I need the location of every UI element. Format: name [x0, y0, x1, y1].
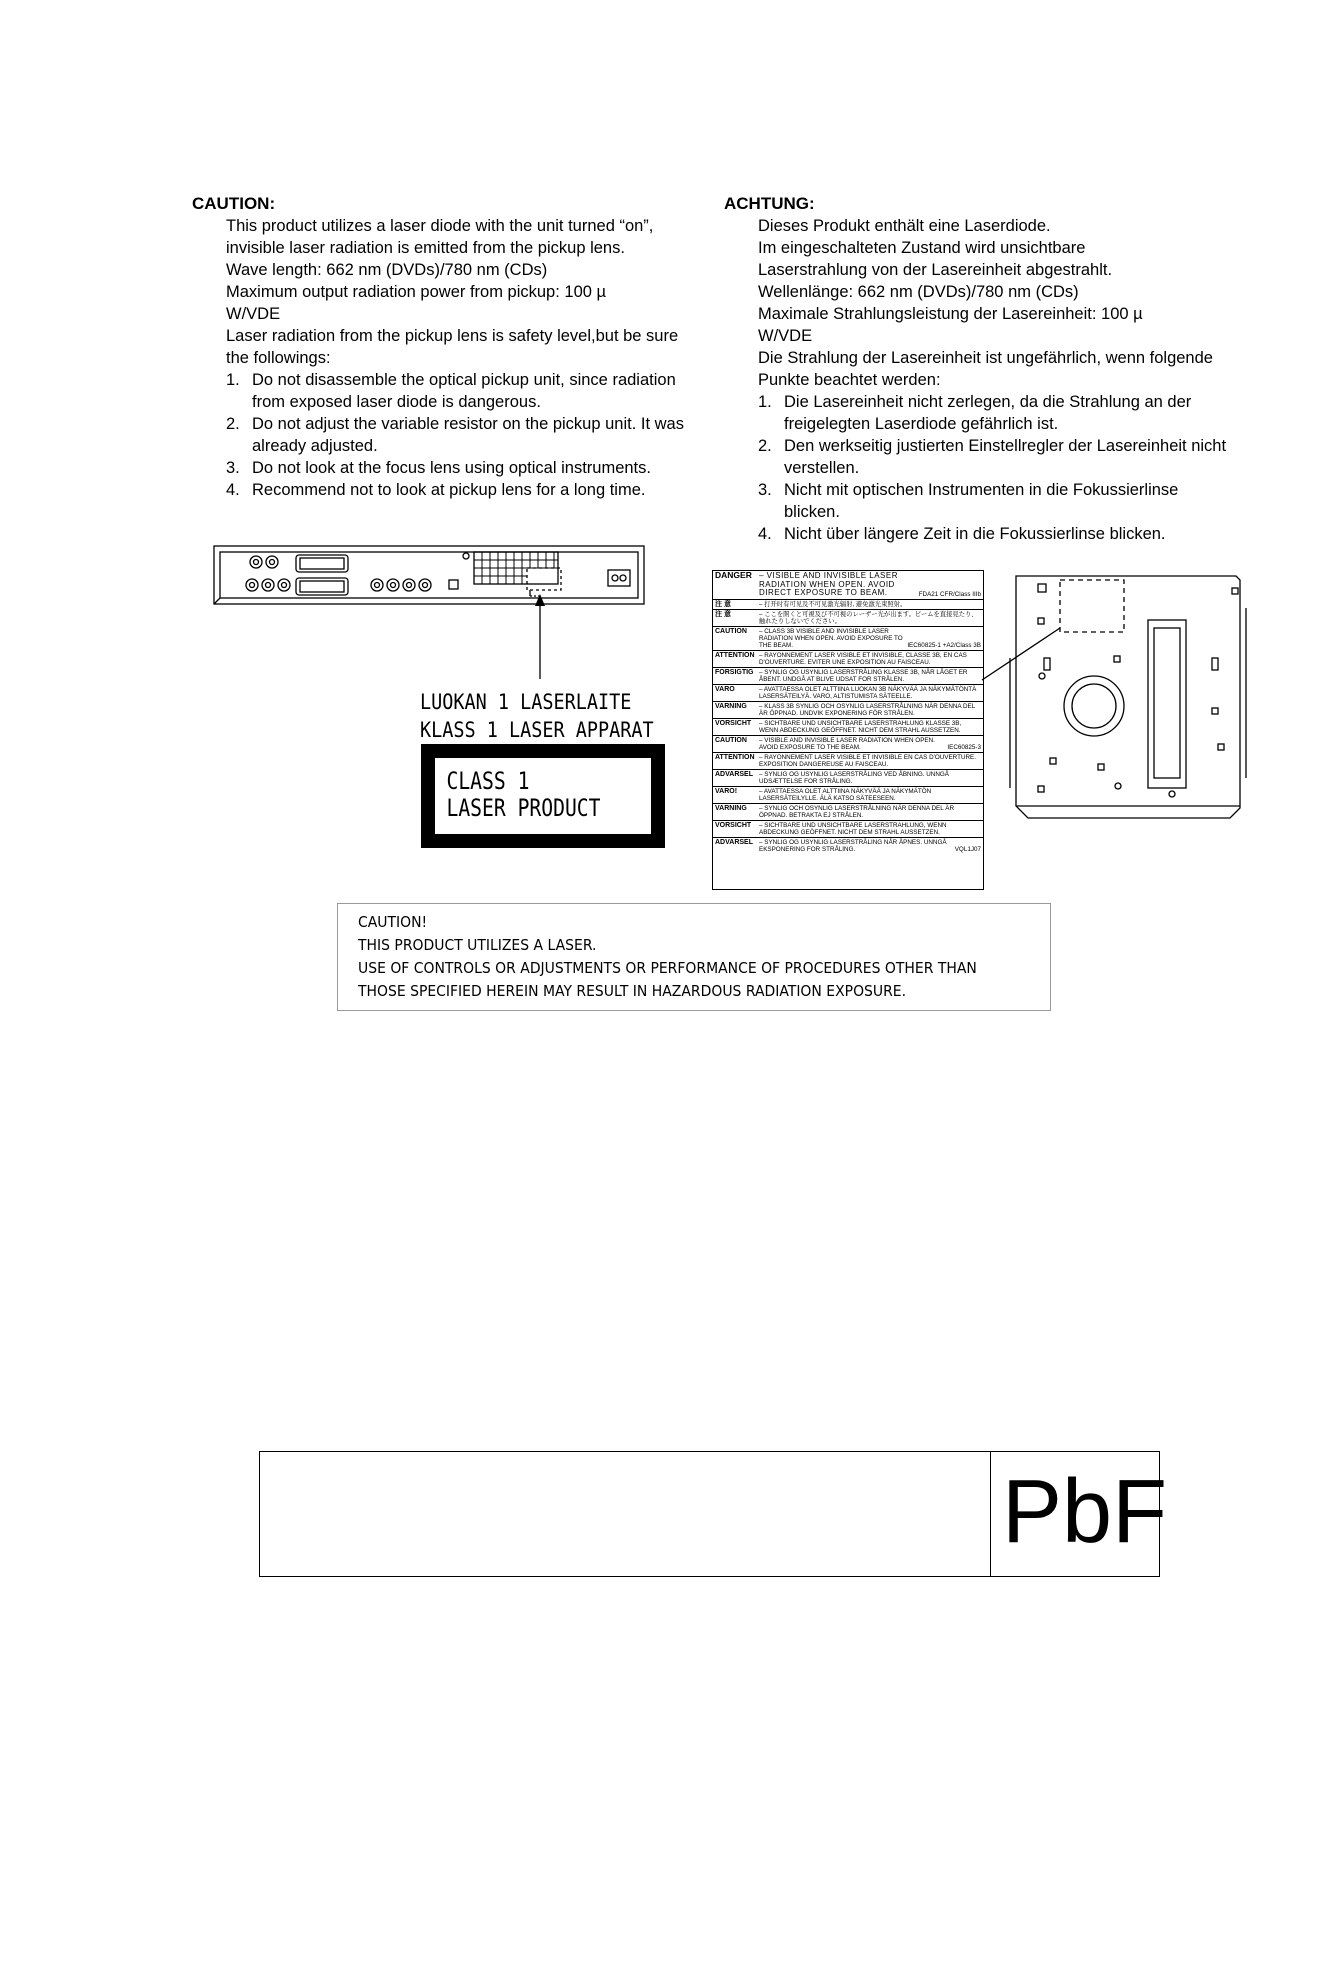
caution-notice-title: CAUTION! [358, 913, 428, 931]
list-item: 3. Nicht mit optischen Instrumenten in die Fokussierlinse blicken. [758, 481, 1179, 521]
achtung-intro-2: Im eingeschalteten Zustand wird unsichtbare Laserstrahlung von der Lasereinheit abgestrahlt. [758, 239, 1113, 279]
laser-class-text [420, 688, 654, 744]
danger-label-row [713, 804, 983, 821]
pointer-arrow-icon [535, 594, 545, 606]
danger-label-key: CAUTION [715, 627, 747, 635]
caution-list [192, 369, 688, 501]
danger-label-key: VARO [715, 685, 735, 693]
danger-label-key: CAUTION [715, 736, 747, 744]
danger-label-code: IEC60825-1 +A2/Class 3B [907, 641, 981, 649]
achtung-list [724, 391, 1234, 545]
danger-label-key: 注 意 [715, 600, 731, 608]
achtung-intro-1: Dieses Produkt enthält eine Laserdiode. [758, 217, 1051, 235]
danger-label-row [713, 753, 983, 770]
caution-wavelength: Wave length: 662 nm (DVDs)/780 nm (CDs) [226, 261, 548, 279]
danger-label-text: – VISIBLE AND INVISIBLE LASER RADIATION WHEN OPEN. AVOID EXPOSURE TO THE BEAM. [759, 736, 935, 751]
danger-label-text: – CLASS 3B VISIBLE AND INVISIBLE LASER RADIATION WHEN OPEN. AVOID EXPOSURE TO THE BEAM. [759, 627, 903, 649]
list-item: 1. Do not disassemble the optical pickup unit, since radiation from exposed laser diode is dangerous. [226, 371, 676, 411]
danger-label-text: – SYNLIG OG USYNLIG LASERSTRÅLING KLASSE 3B, NÅR LÅGET ER ÅBENT. UNDGÅ AT BLIVE UDSAT FOR STRÅLEN. [759, 668, 968, 683]
caution-notice-line: THIS PRODUCT UTILIZES A LASER. [358, 936, 597, 954]
list-item: 4. Nicht über längere Zeit in die Fokussierlinse blicken. [758, 525, 1166, 543]
danger-label-row [713, 736, 983, 753]
luokan-line: LUOKAN 1 LASERLAITE [420, 690, 632, 714]
danger-label-row [713, 702, 983, 719]
danger-label-key: VARNING [715, 804, 747, 812]
danger-label-code: IEC60825-3 [947, 743, 981, 751]
pbf-mark: PbF [1002, 1462, 1168, 1562]
danger-label-text: – SYNLIG OCH OSYNLIG LASERSTRÅLNING NÄR DENNA DEL ÄR ÖPPNAD. BETRAKTA EJ STRÅLEN. [759, 804, 955, 819]
danger-label-text: – RAYONNEMENT LASER VISIBLE ET INVISIBLE EN CAS D'OUVERTURE. EXPOSITION DANGEREUSE AU FAISCEAU. [759, 753, 976, 768]
list-item: 4. Recommend not to look at pickup lens for a long time. [226, 481, 646, 499]
achtung-power: Maximale Strahlungsleistung der Lasereinheit: 100 µ W/VDE [758, 305, 1143, 345]
danger-label-text: – SYNLIG OG USYNLIG LASERSTRÅLING VED ÅBNING. UNNGÅ UDSÆTTELSE FOR STRÅLING. [759, 770, 950, 785]
danger-label-text: – VISIBLE AND INVISIBLE LASER RADIATION WHEN OPEN. AVOID DIRECT EXPOSURE TO BEAM. [759, 571, 898, 597]
danger-label-row [713, 821, 983, 838]
danger-label-row [713, 787, 983, 804]
class1-label-inner [435, 758, 651, 834]
danger-label-text: – SICHTBARE UND UNSICHTBARE LASERSTRAHLUNG, WENN ABDECKUNG GEÖFFNET. NICHT DEM STRAHL AUSSETZEN. [759, 821, 947, 836]
class1-line: CLASS 1 [446, 767, 530, 795]
list-item: 3. Do not look at the focus lens using optical instruments. [226, 459, 651, 477]
danger-label-code: VQL1J07 [954, 845, 981, 853]
caution-en-section [192, 193, 688, 501]
danger-label-row [713, 719, 983, 736]
danger-label-row [713, 571, 983, 600]
danger-label-row [713, 685, 983, 702]
danger-label-key: ATTENTION [715, 651, 755, 659]
danger-label-text: – SICHTBARE UND UNSICHTBARE LASERSTRAHLUNG KLASSE 3B, WENN ABDECKUNG GEÖFFNET. NICHT DEM STRAHL AUSSETZEN. [759, 719, 962, 734]
klass-line: KLASS 1 LASER APPARAT [420, 718, 654, 742]
laser-product-line: LASER PRODUCT [446, 794, 601, 822]
pbf-box [259, 1451, 1168, 1577]
danger-label-row [713, 627, 983, 651]
danger-label-code: FDA21 CFR/Class IIIb [918, 590, 981, 598]
danger-label [712, 570, 984, 890]
danger-label-text: – RAYONNEMENT LASER VISIBLE ET INVISIBLE, CLASSE 3B, EN CAS D'OUVERTURE. EVITER UNE EXPOSITION AU FAISCEAU. [759, 651, 967, 666]
danger-label-text: – KLASS 3B SYNLIG OCH OSYNLIG LASERSTRÅLNING NÄR DENNA DEL ÄR ÖPPNAD. UNDVIK EXPONERING FÖR STRÅLEN. [759, 702, 976, 717]
danger-label-key: ADVARSEL [715, 770, 753, 778]
caution-heading: CAUTION: [192, 194, 276, 213]
danger-label-row [713, 651, 983, 668]
caution-intro-1: This product utilizes a laser diode with the unit turned “on”, invisible laser radiation is emitted from the pickup lens. [226, 217, 654, 257]
danger-label-row [713, 770, 983, 787]
danger-label-key: FORSIGTIG [715, 668, 754, 676]
list-item: 2. Do not adjust the variable resistor on the pickup unit. It was already adjusted. [226, 415, 684, 455]
danger-label-key: 注 意 [715, 610, 731, 618]
pbf-divider [990, 1452, 991, 1576]
achtung-wavelength: Wellenlänge: 662 nm (DVDs)/780 nm (CDs) [758, 283, 1079, 301]
danger-label-key: ADVARSEL [715, 838, 753, 846]
mechanism-top-view-illustration [980, 568, 1270, 830]
danger-label-key: VARO! [715, 787, 738, 795]
danger-label-key: VORSICHT [715, 719, 752, 727]
achtung-safety: Die Strahlung der Lasereinheit ist ungefährlich, wenn folgende Punkte beachtet werden: [758, 349, 1213, 389]
caution-power: Maximum output radiation power from pickup: 100 µ W/VDE [226, 283, 607, 323]
caution-notice-line: THOSE SPECIFIED HEREIN MAY RESULT IN HAZARDOUS RADIATION EXPOSURE. [358, 982, 907, 1000]
rear-panel-illustration [212, 544, 654, 684]
caution-notice-box [337, 903, 1051, 1011]
caution-notice-line: USE OF CONTROLS OR ADJUSTMENTS OR PERFORMANCE OF PROCEDURES OTHER THAN [358, 959, 977, 977]
danger-label-key: ATTENTION [715, 753, 755, 761]
danger-label-text: – AVATTAESSA OLET ALTTIINA NÄKYVÄÄ JA NÄKYMÄTÖN LASERSÄTEILYLLE. ÄLÄ KATSO SÄTEESEEN. [759, 787, 932, 802]
list-item: 1. Die Lasereinheit nicht zerlegen, da die Strahlung an der freigelegten Laserdiode gefährlich ist. [758, 393, 1192, 433]
danger-label-row [713, 838, 983, 854]
achtung-heading: ACHTUNG: [724, 194, 815, 213]
danger-label-key: VARNING [715, 702, 747, 710]
danger-label-text: – 打开时有可见及不可见激光辐射, 避免激光束照射。 [759, 600, 907, 608]
danger-label-text: – ここを開くと可視及び不可視のレーザー光が出ます。ビームを直接見たり、触れたりしないでください。 [759, 610, 978, 625]
danger-label-row [713, 610, 983, 627]
danger-label-row [713, 668, 983, 685]
caution-de-section [724, 193, 1234, 545]
danger-label-text: – SYNLIG OG USYNLIG LASERSTRÅLING NÅR ÅPNES. UNNGÅ EKSPONERING FOR STRÅLING. [759, 838, 947, 853]
caution-safety: Laser radiation from the pickup lens is safety level,but be sure the followings: [226, 327, 679, 367]
danger-label-key: VORSICHT [715, 821, 752, 829]
danger-label-text: – AVATTAESSA OLET ALTTIINA LUOKAN 3B NÄKYVÄÄ JA NÄKYMÄTÖNTÄ LASERSÄTEILYÄ. VARO, ALTISTUMISTA SÄTEELLE. [759, 685, 977, 700]
class1-laser-label [421, 744, 665, 848]
list-item: 2. Den werkseitig justierten Einstellregler der Lasereinheit nicht verstellen. [758, 437, 1227, 477]
danger-label-key: DANGER [715, 570, 752, 580]
danger-label-row [713, 600, 983, 610]
